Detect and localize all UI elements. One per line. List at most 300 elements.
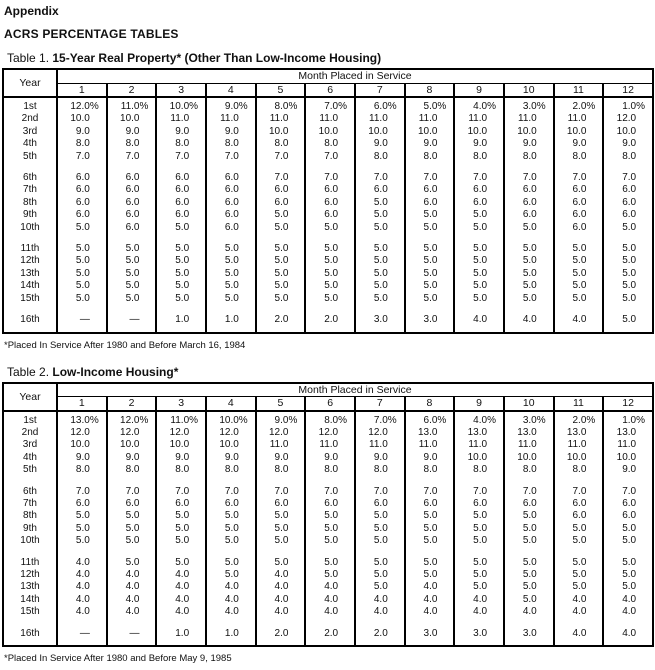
table-row xyxy=(3,222,653,234)
value-cell: 5.0 xyxy=(355,535,405,547)
spacer-cell xyxy=(554,477,604,486)
appendix-heading: Appendix xyxy=(4,4,59,18)
value-cell: 5.0 xyxy=(107,510,157,522)
value-cell: 11.0 xyxy=(603,439,653,451)
table1-section xyxy=(2,51,654,351)
value-cell: 5.0 xyxy=(554,255,604,267)
value-cell: 5.0 xyxy=(405,255,455,267)
value-cell: 12.0% xyxy=(107,411,157,427)
value-cell: 5.0 xyxy=(57,243,107,255)
value-cell: 5.0 xyxy=(107,255,157,267)
spacer-cell xyxy=(3,163,57,172)
value-cell: 5.0 xyxy=(305,523,355,535)
spacer-cell xyxy=(206,619,256,628)
value-cell: 5.0 xyxy=(504,557,554,569)
value-cell: 8.0 xyxy=(405,151,455,163)
value-cell: 5.0 xyxy=(405,222,455,234)
value-cell: 5.0 xyxy=(554,535,604,547)
value-cell: 5.0 xyxy=(454,557,504,569)
value-cell: 5.0 xyxy=(156,293,206,305)
value-cell: 7.0 xyxy=(405,486,455,498)
spacer-cell xyxy=(305,477,355,486)
value-cell: 4.0 xyxy=(603,606,653,618)
value-cell: 7.0 xyxy=(256,486,306,498)
value-cell: 5.0 xyxy=(57,510,107,522)
value-cell: 4.0 xyxy=(454,314,504,332)
value-cell: 5.0 xyxy=(603,523,653,535)
spacer-cell xyxy=(554,548,604,557)
value-cell: 5.0 xyxy=(454,510,504,522)
value-cell: 8.0 xyxy=(206,464,256,476)
value-cell: 8.0 xyxy=(57,138,107,150)
value-cell: 4.0 xyxy=(554,628,604,646)
value-cell: 5.0 xyxy=(554,569,604,581)
value-cell: 8.0 xyxy=(107,138,157,150)
value-cell: 12.0 xyxy=(57,427,107,439)
value-cell: 4.0 xyxy=(554,314,604,332)
spacer-cell xyxy=(156,305,206,314)
value-cell: 4.0 xyxy=(206,606,256,618)
spacer-cell xyxy=(355,548,405,557)
value-cell: 5.0 xyxy=(504,243,554,255)
year-cell: 14th xyxy=(20,280,40,292)
spacer-cell xyxy=(3,305,57,314)
year-cell: 8th xyxy=(23,510,37,522)
month-column-header: 8 xyxy=(405,83,455,97)
spacer-cell xyxy=(554,619,604,628)
table-row xyxy=(3,569,653,581)
value-cell: 13.0 xyxy=(554,427,604,439)
value-cell: 4.0 xyxy=(454,594,504,606)
value-cell: 2.0 xyxy=(256,628,306,646)
value-cell: 5.0 xyxy=(256,510,306,522)
year-column-header: Year xyxy=(3,69,57,97)
value-cell: 8.0 xyxy=(454,151,504,163)
value-cell: 5.0 xyxy=(454,280,504,292)
value-cell: 5.0 xyxy=(156,523,206,535)
value-cell: 8.0 xyxy=(554,464,604,476)
spacer-cell xyxy=(454,477,504,486)
value-cell: 10.0 xyxy=(355,126,405,138)
spacer-cell xyxy=(454,548,504,557)
value-cell: 5.0 xyxy=(554,581,604,593)
value-cell: 1.0 xyxy=(206,628,256,646)
value-cell: 8.0 xyxy=(355,464,405,476)
value-cell: 7.0 xyxy=(454,486,504,498)
value-cell: 5.0 xyxy=(305,510,355,522)
value-cell: 6.0 xyxy=(355,184,405,196)
value-cell: 4.0 xyxy=(206,594,256,606)
month-column-header: 2 xyxy=(107,83,157,97)
value-cell: 7.0 xyxy=(305,151,355,163)
value-cell: 6.0 xyxy=(57,172,107,184)
spacer-row xyxy=(3,305,653,314)
value-cell: 12.0% xyxy=(57,97,107,113)
year-cell: 7th xyxy=(23,497,37,509)
value-cell: 9.0% xyxy=(256,411,306,427)
value-cell: 5.0 xyxy=(107,243,157,255)
month-column-header: 12 xyxy=(603,397,653,411)
month-column-header: 4 xyxy=(206,397,256,411)
value-cell: 5.0 xyxy=(603,569,653,581)
spacer-cell xyxy=(206,477,256,486)
value-cell: 9.0 xyxy=(57,126,107,138)
value-cell: 8.0% xyxy=(256,97,306,113)
value-cell: 5.0 xyxy=(256,222,306,234)
year-cell: 16th xyxy=(20,314,40,326)
month-column-header: 1 xyxy=(57,397,107,411)
spacer-cell xyxy=(3,548,57,557)
value-cell: 5.0 xyxy=(206,255,256,267)
value-cell: 7.0 xyxy=(156,151,206,163)
value-cell: 7.0 xyxy=(405,172,455,184)
month-column-header: 11 xyxy=(554,397,604,411)
value-cell: 7.0 xyxy=(603,486,653,498)
table-row xyxy=(3,486,653,498)
value-cell: 10.0 xyxy=(256,126,306,138)
spacer-row xyxy=(3,548,653,557)
month-column-header: 6 xyxy=(305,397,355,411)
spacer-cell xyxy=(305,234,355,243)
value-cell: 5.0 xyxy=(405,280,455,292)
value-cell: 5.0 xyxy=(355,557,405,569)
table-row xyxy=(3,184,653,196)
value-cell: 5.0 xyxy=(305,243,355,255)
value-cell: 5.0 xyxy=(156,268,206,280)
value-cell: 10.0 xyxy=(504,452,554,464)
value-cell: 6.0 xyxy=(57,209,107,221)
value-cell: 5.0 xyxy=(603,314,653,332)
value-cell: 5.0 xyxy=(603,255,653,267)
month-column-header: 5 xyxy=(256,83,306,97)
value-cell: 6.0 xyxy=(504,197,554,209)
value-cell: 5.0 xyxy=(405,243,455,255)
value-cell: 5.0 xyxy=(256,293,306,305)
value-cell: 6.0 xyxy=(554,510,604,522)
value-cell: 5.0 xyxy=(305,557,355,569)
value-cell: 10.0 xyxy=(107,439,157,451)
year-column-header: Year xyxy=(3,383,57,411)
month-column-header: 9 xyxy=(454,397,504,411)
value-cell: 10.0 xyxy=(107,113,157,125)
year-cell: 3rd xyxy=(22,125,38,137)
table-row xyxy=(3,411,653,427)
spacer-cell xyxy=(107,234,157,243)
spacer-cell xyxy=(107,163,157,172)
month-column-header: 2 xyxy=(107,397,157,411)
value-cell: 5.0 xyxy=(107,523,157,535)
value-cell: 8.0% xyxy=(305,411,355,427)
value-cell: 9.0 xyxy=(57,452,107,464)
value-cell: 5.0 xyxy=(504,581,554,593)
value-cell: 10.0 xyxy=(454,452,504,464)
value-cell: 5.0 xyxy=(206,557,256,569)
value-cell: 11.0 xyxy=(256,113,306,125)
value-cell: 2.0% xyxy=(554,97,604,113)
value-cell: 8.0 xyxy=(256,464,306,476)
value-cell: 7.0 xyxy=(305,486,355,498)
value-cell: 5.0 xyxy=(206,268,256,280)
value-cell: 5.0 xyxy=(355,293,405,305)
value-cell: 6.0 xyxy=(554,184,604,196)
value-cell: 5.0 xyxy=(355,268,405,280)
value-cell: 5.0 xyxy=(405,510,455,522)
value-cell: 6.0 xyxy=(603,510,653,522)
value-cell: 5.0 xyxy=(603,222,653,234)
spacer-cell xyxy=(454,305,504,314)
value-cell: 5.0 xyxy=(504,255,554,267)
value-cell: 6.0 xyxy=(554,222,604,234)
value-cell: 10.0% xyxy=(206,411,256,427)
value-cell: 9.0 xyxy=(504,138,554,150)
spacer-cell xyxy=(57,305,107,314)
value-cell: 7.0 xyxy=(504,486,554,498)
value-cell: 6.0 xyxy=(57,184,107,196)
value-cell: 4.0 xyxy=(603,628,653,646)
spacer-cell xyxy=(256,163,306,172)
value-cell: 5.0 xyxy=(57,280,107,292)
spacer-cell xyxy=(57,163,107,172)
spacer-cell xyxy=(355,234,405,243)
value-cell: 5.0 xyxy=(603,280,653,292)
value-cell: — xyxy=(57,314,107,332)
value-cell: 5.0 xyxy=(305,280,355,292)
value-cell: 11.0 xyxy=(355,113,405,125)
value-cell: 5.0 xyxy=(603,268,653,280)
spacer-cell xyxy=(603,619,653,628)
month-column-header: 3 xyxy=(156,397,206,411)
value-cell: 13.0 xyxy=(405,427,455,439)
value-cell: 9.0 xyxy=(256,452,306,464)
value-cell: 5.0 xyxy=(405,535,455,547)
value-cell: 5.0 xyxy=(454,581,504,593)
value-cell: 11.0 xyxy=(454,439,504,451)
value-cell: 4.0 xyxy=(156,581,206,593)
spacer-row xyxy=(3,477,653,486)
value-cell: 10.0 xyxy=(554,126,604,138)
value-cell: 8.0 xyxy=(156,138,206,150)
year-cell: 10th xyxy=(20,535,40,547)
table-row xyxy=(3,268,653,280)
value-cell: 10.0 xyxy=(305,126,355,138)
spacer-row xyxy=(3,163,653,172)
value-cell: 5.0 xyxy=(57,255,107,267)
spacer-cell xyxy=(156,163,206,172)
value-cell: 5.0 xyxy=(156,222,206,234)
value-cell: 6.0 xyxy=(57,498,107,510)
value-cell: 7.0 xyxy=(107,486,157,498)
table1-title xyxy=(7,51,654,65)
spacer-cell xyxy=(554,234,604,243)
value-cell: 11.0 xyxy=(305,113,355,125)
value-cell: 5.0 xyxy=(405,569,455,581)
value-cell: 5.0 xyxy=(305,268,355,280)
value-cell: 5.0 xyxy=(206,535,256,547)
table-row xyxy=(3,581,653,593)
spacer-cell xyxy=(454,163,504,172)
value-cell: 5.0 xyxy=(206,523,256,535)
value-cell: 4.0 xyxy=(504,314,554,332)
value-cell: 9.0 xyxy=(206,126,256,138)
value-cell: 6.0 xyxy=(454,498,504,510)
month-column-header: 1 xyxy=(57,83,107,97)
value-cell: 1.0 xyxy=(206,314,256,332)
value-cell: 4.0 xyxy=(454,606,504,618)
value-cell: 6.0 xyxy=(603,498,653,510)
value-cell: 5.0 xyxy=(305,535,355,547)
spacer-cell xyxy=(454,619,504,628)
value-cell: 5.0 xyxy=(305,255,355,267)
value-cell: 6.0 xyxy=(107,184,157,196)
spacer-cell xyxy=(504,163,554,172)
spacer-cell xyxy=(256,305,306,314)
value-cell: 2.0 xyxy=(256,314,306,332)
value-cell: 8.0 xyxy=(57,464,107,476)
value-cell: 5.0 xyxy=(603,293,653,305)
value-cell: 7.0 xyxy=(57,151,107,163)
month-column-header: 7 xyxy=(355,397,405,411)
value-cell: 9.0 xyxy=(107,126,157,138)
value-cell: 7.0 xyxy=(554,172,604,184)
value-cell: 6.0 xyxy=(206,209,256,221)
value-cell: 4.0 xyxy=(57,594,107,606)
value-cell: 5.0 xyxy=(256,523,306,535)
value-cell: 12.0 xyxy=(603,113,653,125)
value-cell: 7.0 xyxy=(156,486,206,498)
value-cell: 5.0 xyxy=(256,268,306,280)
year-cell: 4th xyxy=(23,451,37,463)
spacer-cell xyxy=(454,234,504,243)
value-cell: 2.0 xyxy=(305,628,355,646)
value-cell: 9.0% xyxy=(206,97,256,113)
value-cell: 6.0 xyxy=(156,209,206,221)
table-row xyxy=(3,464,653,476)
value-cell: 6.0 xyxy=(206,498,256,510)
value-cell: 5.0 xyxy=(554,557,604,569)
value-cell: 5.0 xyxy=(206,293,256,305)
spacer-cell xyxy=(256,477,306,486)
value-cell: 9.0 xyxy=(206,452,256,464)
year-cell: 2nd xyxy=(21,113,39,125)
value-cell: 7.0 xyxy=(256,172,306,184)
year-cell: 1st xyxy=(23,414,37,426)
value-cell: 5.0 xyxy=(107,268,157,280)
value-cell: 3.0% xyxy=(504,411,554,427)
value-cell: 5.0 xyxy=(504,594,554,606)
value-cell: 5.0 xyxy=(256,255,306,267)
spacer-cell xyxy=(405,305,455,314)
spacer-cell xyxy=(256,619,306,628)
value-cell: 6.0 xyxy=(305,197,355,209)
value-cell: 12.0 xyxy=(156,427,206,439)
table1-label: Table 1. xyxy=(7,51,50,65)
value-cell: 5.0 xyxy=(57,523,107,535)
value-cell: 5.0 xyxy=(256,557,306,569)
value-cell: 5.0 xyxy=(107,557,157,569)
value-cell: 8.0 xyxy=(554,151,604,163)
spacer-cell xyxy=(554,163,604,172)
spacer-cell xyxy=(405,234,455,243)
value-cell: 5.0 xyxy=(454,569,504,581)
year-cell: 9th xyxy=(23,209,37,221)
value-cell: 6.0 xyxy=(107,197,157,209)
value-cell: 11.0 xyxy=(305,439,355,451)
spacer-cell xyxy=(355,305,405,314)
value-cell: 11.0 xyxy=(405,113,455,125)
value-cell: 6.0 xyxy=(554,209,604,221)
value-cell: 4.0 xyxy=(603,594,653,606)
value-cell: 5.0 xyxy=(405,268,455,280)
value-cell: 2.0% xyxy=(554,411,604,427)
spacer-cell xyxy=(405,163,455,172)
value-cell: 6.0 xyxy=(504,184,554,196)
value-cell: 5.0 xyxy=(554,293,604,305)
value-cell: 11.0 xyxy=(554,113,604,125)
value-cell: 5.0 xyxy=(355,581,405,593)
value-cell: 4.0 xyxy=(305,594,355,606)
year-cell: 14th xyxy=(20,593,40,605)
value-cell: 6.0 xyxy=(156,498,206,510)
spacer-cell xyxy=(3,477,57,486)
value-cell: 6.0 xyxy=(504,498,554,510)
value-cell: 5.0 xyxy=(57,535,107,547)
value-cell: 5.0% xyxy=(405,97,455,113)
year-cell: 5th xyxy=(23,150,37,162)
year-cell: 6th xyxy=(23,485,37,497)
value-cell: 6.0 xyxy=(156,172,206,184)
value-cell: 8.0 xyxy=(405,464,455,476)
spacer-cell xyxy=(57,234,107,243)
year-cell: 8th xyxy=(23,196,37,208)
value-cell: 5.0 xyxy=(603,243,653,255)
value-cell: 4.0 xyxy=(107,569,157,581)
value-cell: 10.0 xyxy=(156,439,206,451)
spacer-cell xyxy=(504,619,554,628)
value-cell: 5.0 xyxy=(355,523,405,535)
table-row xyxy=(3,535,653,547)
value-cell: 6.0 xyxy=(405,498,455,510)
value-cell: 10.0 xyxy=(57,113,107,125)
table1-name: 15-Year Real Property* (Other Than Low-Income Housing) xyxy=(52,51,382,65)
value-cell: 7.0 xyxy=(107,151,157,163)
spacer-cell xyxy=(156,619,206,628)
value-cell: 4.0 xyxy=(405,606,455,618)
value-cell: 4.0 xyxy=(405,594,455,606)
value-cell: 7.0 xyxy=(206,151,256,163)
spacer-cell xyxy=(305,548,355,557)
acrs-table-1 xyxy=(2,68,654,334)
year-cell: 4th xyxy=(23,138,37,150)
value-cell: 6.0 xyxy=(305,184,355,196)
spacer-cell xyxy=(206,163,256,172)
value-cell: 6.0 xyxy=(603,197,653,209)
spacer-cell xyxy=(156,234,206,243)
value-cell: 5.0 xyxy=(355,222,405,234)
value-cell: 6.0 xyxy=(107,172,157,184)
value-cell: 12.0 xyxy=(107,427,157,439)
table-row xyxy=(3,138,653,150)
value-cell: 5.0 xyxy=(355,280,405,292)
value-cell: 5.0 xyxy=(504,222,554,234)
value-cell: 5.0 xyxy=(454,523,504,535)
value-cell: 5.0 xyxy=(355,243,405,255)
table-row xyxy=(3,293,653,305)
year-cell: 12th xyxy=(20,255,40,267)
spacer-cell xyxy=(355,163,405,172)
spacer-cell xyxy=(504,305,554,314)
value-cell: 5.0 xyxy=(454,255,504,267)
spacer-cell xyxy=(554,305,604,314)
